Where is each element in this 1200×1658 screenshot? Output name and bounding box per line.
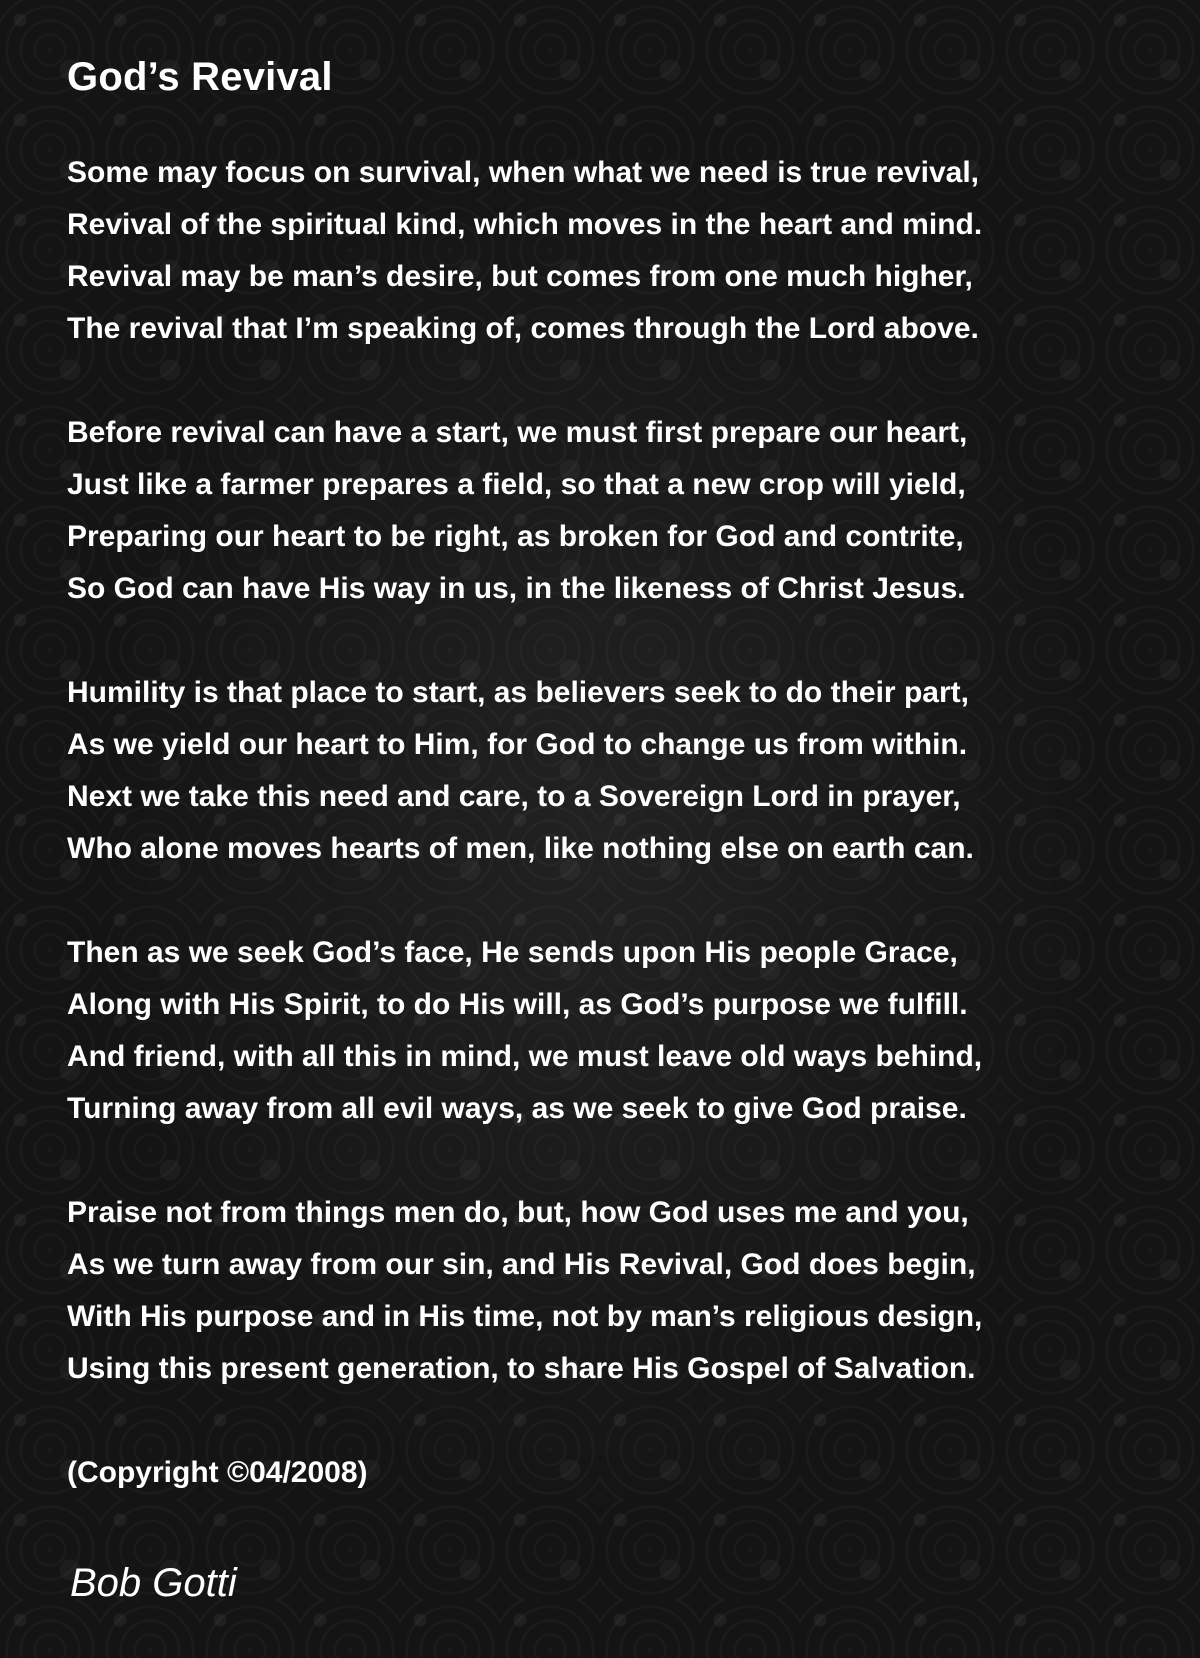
poem-line: Then as we seek God’s face, He sends upon His people Grace,: [67, 936, 958, 969]
author-name: Bob Gotti: [70, 1561, 237, 1605]
poem-line: Who alone moves hearts of men, like nothing else on earth can.: [67, 832, 974, 865]
poem-line: Along with His Spirit, to do His will, as God’s purpose we fulfill.: [67, 988, 968, 1021]
poem-line: So God can have His way in us, in the likeness of Christ Jesus.: [67, 572, 966, 605]
stanza-3: [67, 667, 1167, 875]
poem-line: As we yield our heart to Him, for God to change us from within.: [67, 728, 968, 761]
poem-line: The revival that I’m speaking of, comes through the Lord above.: [67, 312, 979, 345]
poem-line: Revival may be man’s desire, but comes from one much higher,: [67, 260, 973, 293]
poem-line: Some may focus on survival, when what we need is true revival,: [67, 156, 979, 189]
stanza-4: [67, 927, 1167, 1135]
poem-line: Just like a farmer prepares a field, so that a new crop will yield,: [67, 468, 966, 501]
poem-line: And friend, with all this in mind, we must leave old ways behind,: [67, 1040, 983, 1073]
copyright-notice: (Copyright ©04/2008): [67, 1456, 368, 1489]
poem-line: Next we take this need and care, to a Sovereign Lord in prayer,: [67, 780, 961, 813]
poem-title: God’s Revival: [67, 55, 333, 99]
poem-line: Revival of the spiritual kind, which moves in the heart and mind.: [67, 208, 983, 241]
poem-line: Humility is that place to start, as believers seek to do their part,: [67, 676, 969, 709]
poem-line: As we turn away from our sin, and His Revival, God does begin,: [67, 1248, 976, 1281]
poem-body: [67, 147, 1167, 1499]
poem-line: Using this present generation, to share His Gospel of Salvation.: [67, 1352, 976, 1385]
poem-line: Turning away from all evil ways, as we seek to give God praise.: [67, 1092, 967, 1125]
stanza-5: [67, 1187, 1167, 1395]
poem-line: Preparing our heart to be right, as broken for God and contrite,: [67, 520, 964, 553]
poem-line: With His purpose and in His time, not by man’s religious design,: [67, 1300, 983, 1333]
poem-line: Praise not from things men do, but, how God uses me and you,: [67, 1196, 969, 1229]
stanza-2: [67, 407, 1167, 615]
stanza-1: [67, 147, 1167, 355]
poem-line: Before revival can have a start, we must first prepare our heart,: [67, 416, 968, 449]
